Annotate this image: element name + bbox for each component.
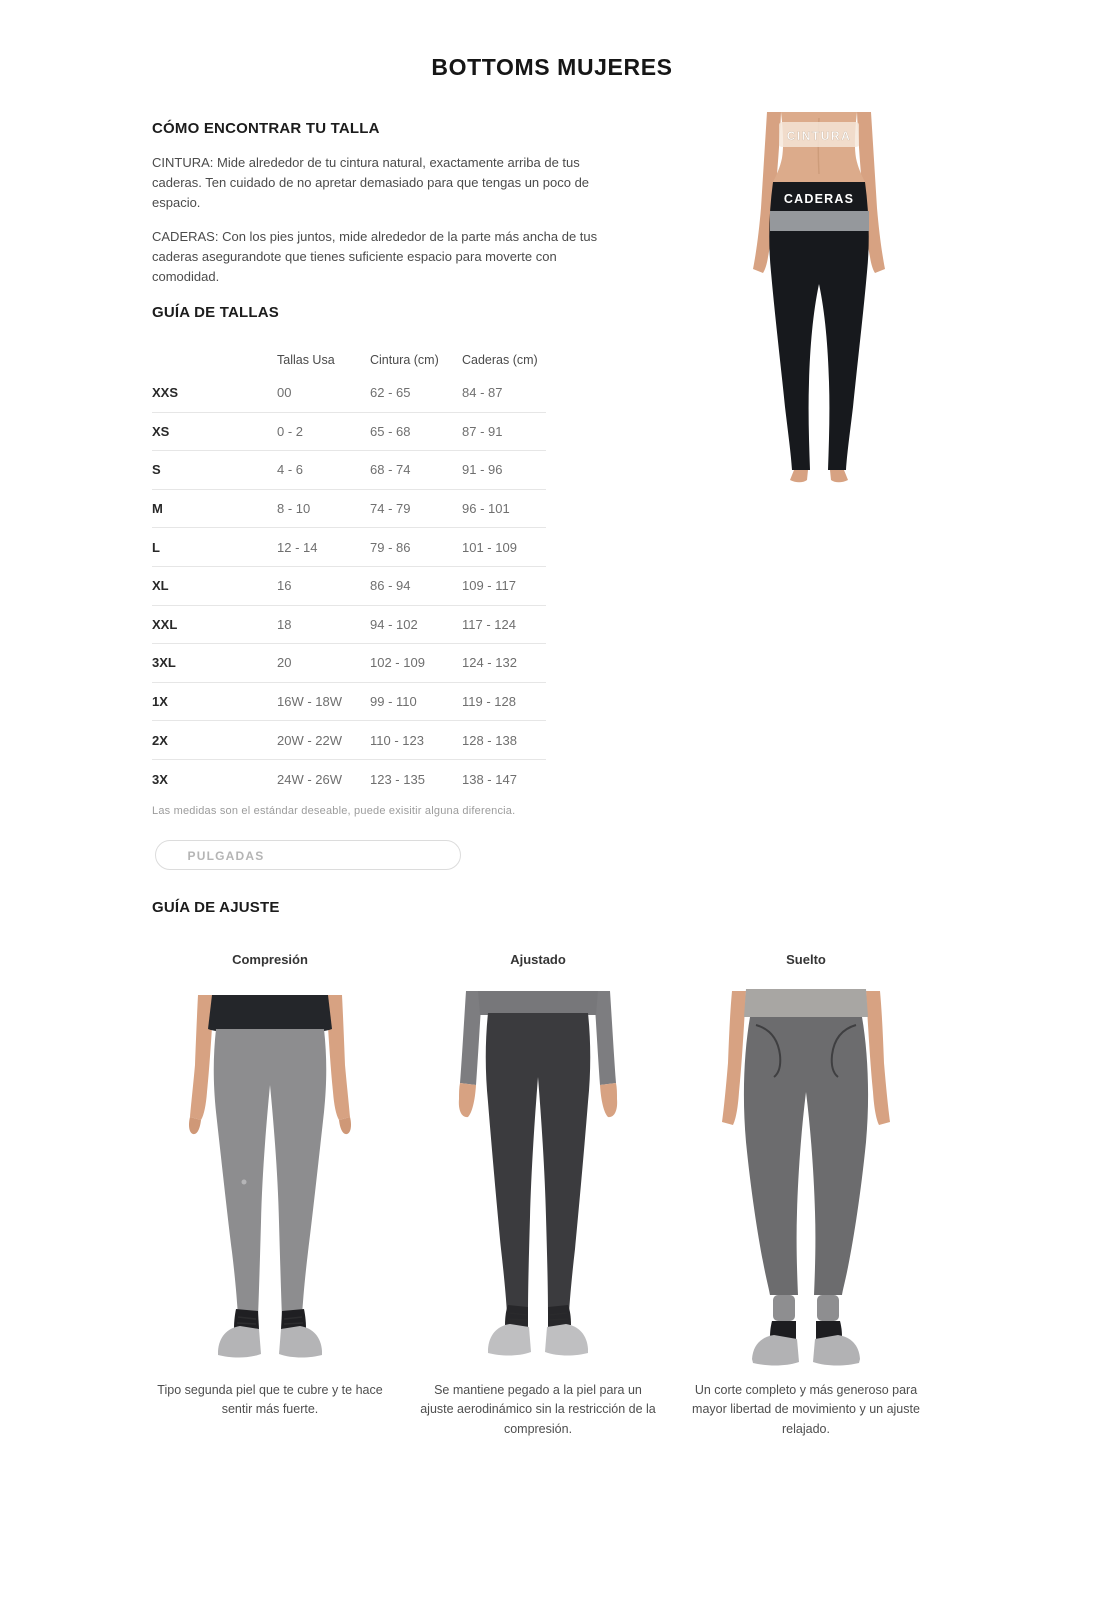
waist-value: 79 - 86	[370, 539, 411, 555]
usa-value: 16W - 18W	[277, 694, 343, 710]
usa-value: 12 - 14	[277, 539, 318, 555]
hips-value: 138 - 147	[462, 771, 517, 787]
measurement-model-image	[733, 112, 905, 484]
size-label: XXS	[152, 385, 179, 401]
fit-description: Un corte completo y más generoso para mayor libertad de movimiento y un ajuste relajado.	[692, 1383, 920, 1436]
size-table-header	[152, 346, 546, 374]
hips-value: 87 - 91	[462, 423, 503, 439]
size-label: 1X	[152, 694, 168, 710]
fit-label: Ajustado	[510, 952, 566, 967]
waist-instructions: CINTURA: Mide alrededor de tu cintura natural, exactamente arriba de tus caderas. Ten cuidado de no apretar demasiado para que tengas un poco de espacio.	[152, 155, 590, 211]
hips-instructions: CADERAS: Con los pies juntos, mide alrededor de la parte más ancha de tus caderas asegurandote que tienes suficiente espacio para moverte con comodidad.	[152, 229, 598, 285]
usa-value: 8 - 10	[277, 501, 311, 517]
size-label: XS	[152, 423, 170, 439]
hips-value: 84 - 87	[462, 385, 503, 401]
how-to-find-size-heading: CÓMO ENCONTRAR TU TALLA	[152, 120, 380, 137]
table-row	[152, 606, 546, 645]
usa-value: 18	[277, 616, 292, 632]
waist-value: 94 - 102	[370, 616, 418, 632]
usa-value: 4 - 6	[277, 462, 304, 478]
size-label: 2X	[152, 732, 168, 748]
column-usa: Tallas Usa	[277, 353, 335, 367]
fit-description: Se mantiene pegado a la piel para un ajuste aerodinámico sin la restricción de la compresión.	[420, 1383, 656, 1436]
fit-item-compression	[152, 952, 388, 1420]
size-label: S	[152, 462, 161, 478]
table-row	[152, 413, 546, 452]
waist-value: 86 - 94	[370, 578, 411, 594]
size-label: L	[152, 539, 160, 555]
fitted-model-image	[420, 977, 656, 1367]
fit-label: Suelto	[786, 952, 826, 967]
table-row	[152, 490, 546, 529]
waist-value: 123 - 135	[370, 771, 425, 787]
size-table	[152, 346, 546, 799]
waist-value: 62 - 65	[370, 385, 411, 401]
size-guide-heading: GUÍA DE TALLAS	[152, 304, 279, 321]
waist-value: 110 - 123	[370, 732, 424, 748]
hips-value: 109 - 117	[462, 578, 516, 594]
waist-value: 99 - 110	[370, 694, 417, 710]
waist-value: 102 - 109	[370, 655, 425, 671]
usa-value: 20	[277, 655, 292, 671]
table-row	[152, 721, 546, 760]
fit-item-fitted	[420, 952, 656, 1439]
units-toggle	[155, 840, 461, 870]
usa-value: 16	[277, 578, 292, 594]
table-row	[152, 644, 546, 683]
size-label: XL	[152, 578, 169, 594]
table-row	[152, 760, 546, 799]
size-label: XXL	[152, 616, 178, 632]
hips-value: 101 - 109	[462, 539, 517, 555]
usa-value: 24W - 26W	[277, 771, 343, 787]
usa-value: 00	[277, 385, 292, 401]
loose-model-image	[688, 977, 924, 1367]
size-table-note: Las medidas son el estándar deseable, puede exisitir alguna diferencia.	[152, 805, 516, 817]
column-waist: Cintura (cm)	[370, 353, 439, 367]
fit-label: Compresión	[232, 952, 308, 967]
table-row	[152, 567, 546, 606]
table-row	[152, 528, 546, 567]
waist-value: 68 - 74	[370, 462, 411, 478]
hips-value: 124 - 132	[462, 655, 517, 671]
hips-value: 119 - 128	[462, 694, 516, 710]
table-row	[152, 374, 546, 413]
fit-guide-heading: GUÍA DE AJUSTE	[152, 899, 280, 916]
usa-value: 0 - 2	[277, 423, 304, 439]
page-title: BOTTOMS MUJERES	[431, 54, 673, 80]
hips-figure-label: CADERAS	[783, 192, 855, 206]
waist-value: 65 - 68	[370, 423, 411, 439]
size-label: 3XL	[152, 655, 176, 671]
table-row	[152, 451, 546, 490]
hips-value: 96 - 101	[462, 501, 510, 517]
units-inches-button[interactable]: PULGADAS	[156, 841, 296, 871]
hips-value: 91 - 96	[462, 462, 503, 478]
fit-item-loose	[688, 952, 924, 1439]
fit-description: Tipo segunda piel que te cubre y te hace sentir más fuerte.	[157, 1383, 383, 1417]
measurement-model-illustration	[733, 112, 905, 484]
waist-figure-label: CINTURA	[786, 129, 852, 143]
table-row	[152, 683, 546, 722]
waist-value: 74 - 79	[370, 501, 411, 517]
hips-value: 128 - 138	[462, 732, 517, 748]
size-label: 3X	[152, 771, 168, 787]
units-centimeters-button[interactable]: CENTÍMETROS	[286, 838, 462, 874]
usa-value: 20W - 22W	[277, 732, 343, 748]
size-label: M	[152, 501, 163, 517]
compression-model-image	[152, 977, 388, 1367]
hips-band-highlight	[770, 211, 869, 231]
column-hips: Caderas (cm)	[462, 353, 538, 367]
hips-value: 117 - 124	[462, 616, 516, 632]
